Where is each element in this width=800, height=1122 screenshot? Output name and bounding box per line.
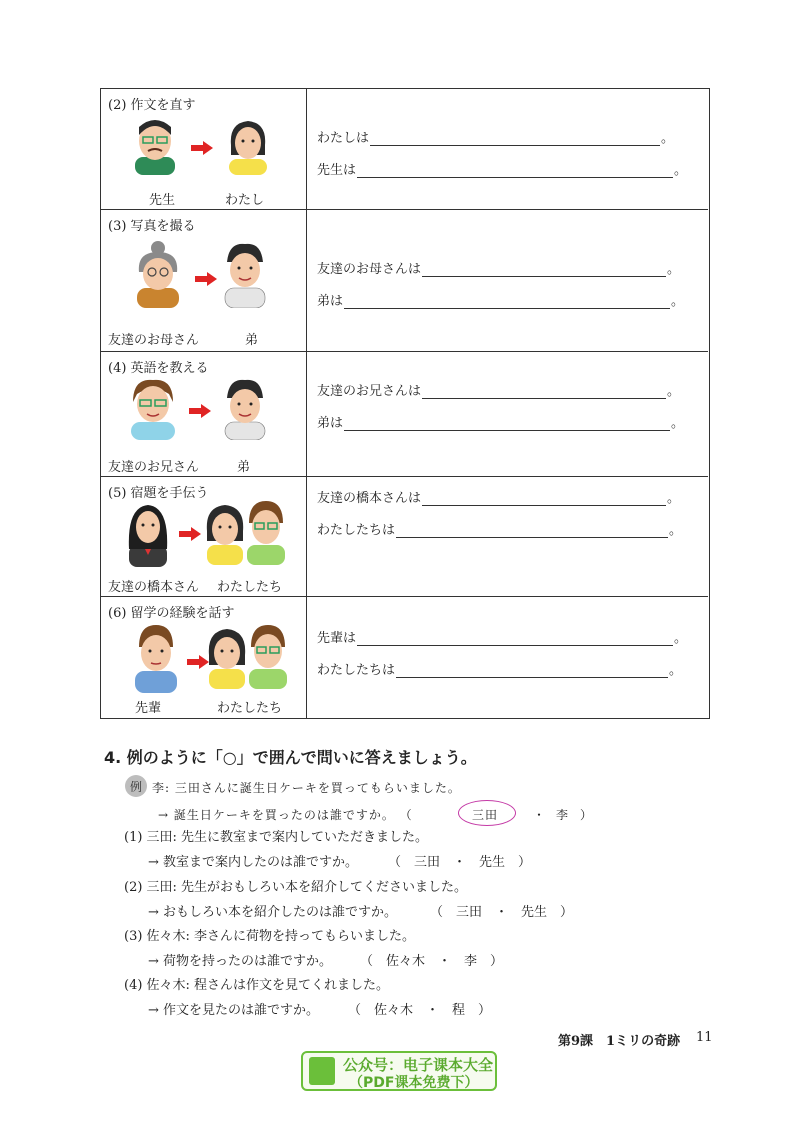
arrow-right-icon — [179, 527, 201, 541]
giver-caption: 友達のお母さん — [108, 333, 200, 348]
hashimoto-face-icon — [123, 499, 173, 567]
answer-line[interactable]: 弟は 。 — [317, 416, 685, 431]
question-sentence: (2) 三田: 先生がおもしろい本を紹介してくださいました。 — [124, 880, 468, 895]
younger-brother-face-icon — [219, 240, 271, 308]
receiver-caption: わたしたち — [217, 580, 283, 595]
table-row — [101, 352, 708, 477]
answer-blank[interactable] — [344, 416, 670, 431]
question-sentence: (4) 佐々木: 程さんは作文を見てくれました。 — [124, 978, 390, 993]
answer-blank[interactable] — [370, 131, 660, 146]
question-choices[interactable]: （ 佐々木 ・ 程 ） — [348, 1003, 492, 1018]
question-sentence: (3) 佐々木: 李さんに荷物を持ってもらいました。 — [124, 929, 416, 944]
mother-face-icon — [131, 238, 185, 308]
answer-line[interactable]: 先輩は 。 — [317, 631, 688, 646]
question-sentence: (1) 三田: 先生に教室まで案内していただきました。 — [124, 830, 429, 845]
answer-line[interactable]: わたしたちは 。 — [317, 523, 683, 538]
table-row — [101, 89, 708, 210]
example-choice: 李 — [556, 808, 570, 822]
arrow-right-icon — [189, 404, 211, 418]
student-boy-face-icon — [241, 497, 291, 565]
item-title: (3) 写真を撮る — [108, 219, 196, 234]
younger-brother-face-icon — [219, 376, 271, 440]
answer-blank[interactable] — [396, 523, 668, 538]
receiver-caption: 弟 — [245, 333, 259, 348]
example-separator: ・ — [533, 808, 547, 822]
answer-blank[interactable] — [422, 262, 666, 277]
answer-line[interactable]: 友達のお母さんは 。 — [317, 262, 681, 277]
receiver-caption: わたしたち — [217, 701, 283, 716]
answer-blank[interactable] — [396, 663, 668, 678]
example-badge: 例 — [125, 775, 147, 797]
question-prompt: → 荷物を持ったのは誰ですか。 — [148, 954, 333, 969]
question-prompt: → 作文を見たのは誰ですか。 — [148, 1003, 320, 1018]
answer-cell — [307, 89, 708, 209]
answer-line[interactable]: 友達の橋本さんは 。 — [317, 491, 681, 506]
answer-line[interactable]: 先生は 。 — [317, 163, 688, 178]
stamp-line1: 公众号：电子课本大全 — [343, 1056, 494, 1074]
stamp-line2: （PDF课本免费下） — [349, 1075, 479, 1091]
answer-line[interactable]: わたしたちは 。 — [317, 663, 683, 678]
page-number: 11 — [696, 1030, 713, 1045]
lesson-footer: 第9課 1ミリの奇跡 — [558, 1034, 681, 1049]
question-choices[interactable]: （ 三田 ・ 先生 ） — [430, 905, 574, 920]
arrow-right-icon — [191, 141, 213, 155]
table-row — [101, 597, 708, 718]
answer-cell — [307, 597, 708, 718]
picture-cell — [101, 477, 307, 596]
item-title: (6) 留学の経験を話す — [108, 606, 235, 621]
watermark-stamp — [301, 1051, 497, 1091]
senior-student-face-icon — [129, 621, 183, 693]
section-heading: 4. 例のように「○」で囲んで問いに答えましょう。 — [104, 748, 477, 767]
student-boy-face-icon — [243, 621, 293, 689]
older-brother-face-icon — [123, 376, 183, 440]
exercise-table — [100, 88, 710, 719]
answer-cell — [307, 210, 708, 351]
giver-caption: 友達の橋本さん — [108, 580, 200, 595]
answer-line[interactable]: わたしは 。 — [317, 131, 675, 146]
question-choices[interactable]: （ 三田 ・ 先生 ） — [388, 855, 532, 870]
receiver-caption: わたし — [225, 193, 265, 208]
giver-caption: 先生 — [149, 193, 176, 208]
answer-cell — [307, 477, 708, 596]
book-icon — [309, 1057, 335, 1085]
example-choice-circled: 三田 — [472, 808, 499, 822]
answer-line[interactable]: 友達のお兄さんは 。 — [317, 384, 681, 399]
picture-cell — [101, 352, 307, 476]
question-prompt: → 教室まで案内したのは誰ですか。 — [148, 855, 359, 870]
picture-cell — [101, 597, 307, 718]
answer-blank[interactable] — [422, 491, 666, 506]
giver-caption: 友達のお兄さん — [108, 460, 200, 475]
example-question: → 誕生日ケーキを買ったのは誰ですか。 （ — [158, 808, 413, 822]
picture-cell — [101, 89, 307, 209]
answer-blank[interactable] — [357, 163, 673, 178]
answer-line[interactable]: 弟は 。 — [317, 294, 685, 309]
arrow-right-icon — [195, 272, 217, 286]
receiver-caption: 弟 — [237, 460, 251, 475]
answer-blank[interactable] — [344, 294, 670, 309]
student-girl-face-icon — [223, 115, 273, 175]
question-prompt: → おもしろい本を紹介したのは誰ですか。 — [148, 905, 398, 920]
table-row — [101, 477, 708, 597]
answer-cell — [307, 352, 708, 476]
item-title: (4) 英語を教える — [108, 361, 209, 376]
giver-caption: 先輩 — [135, 701, 162, 716]
example-sentence: 李: 三田さんに誕生日ケーキを買ってもらいました。 — [152, 781, 461, 795]
item-title: (2) 作文を直す — [108, 98, 196, 113]
example-close: ） — [580, 808, 594, 822]
table-row — [101, 210, 708, 352]
item-title: (5) 宿題を手伝う — [108, 486, 209, 501]
answer-blank[interactable] — [357, 631, 673, 646]
teacher-face-icon — [129, 115, 181, 175]
answer-blank[interactable] — [422, 384, 666, 399]
question-choices[interactable]: （ 佐々木 ・ 李 ） — [360, 954, 504, 969]
picture-cell — [101, 210, 307, 351]
